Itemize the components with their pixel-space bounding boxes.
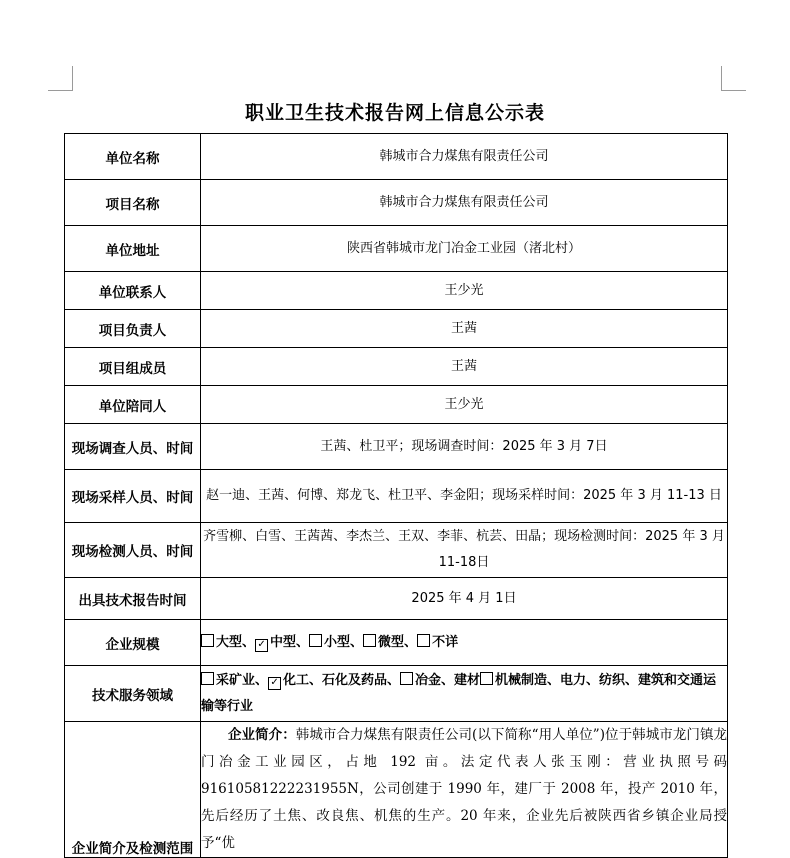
row-label: 项目组成员: [65, 348, 201, 386]
table-row: [65, 523, 728, 578]
table-row: [65, 386, 728, 424]
checkbox-icon[interactable]: [417, 634, 430, 647]
intro-lead: 企业简介：: [228, 727, 296, 743]
checkbox-icon[interactable]: [309, 634, 322, 647]
row-label: 出具技术报告时间: [65, 578, 201, 620]
row-value: 齐雪柳、白雪、王茜茜、李杰兰、王双、李菲、杭芸、田晶；现场检测时间：2025 年 3 月 11-18日: [201, 523, 728, 578]
table-row: [65, 272, 728, 310]
option-label: 采矿业、: [216, 672, 269, 688]
service-domain-label: 技术服务领域: [65, 666, 201, 722]
option-label: 机械制造、电力、纺织、建筑和交通运输等行业: [201, 672, 717, 714]
table-row: [65, 424, 728, 470]
row-value: 王茜、杜卫平；现场调查时间：2025 年 3 月 7日: [201, 424, 728, 470]
intro-label: 企业简介及检测范围: [65, 722, 201, 858]
option-label: 化工、石化及药品、: [283, 672, 401, 688]
checkbox-icon[interactable]: [480, 672, 493, 685]
scale-row: [65, 620, 728, 666]
intro-body: 韩城市合力煤焦有限责任公司(以下简称“用人单位”)位于韩城市龙门镇龙门冶金工业园区，占地 192 亩。法定代表人张玉刚：营业执照号码 91610581222231955N，公司创建于 1990 年，建厂于 2008 年，投产 2010 年，先后经历了土焦、改良焦、机焦的生产。20 年来，企业先后被陕西省乡镇企业局授予“优: [201, 727, 727, 851]
checkbox-icon[interactable]: [363, 634, 376, 647]
row-value: 韩城市合力煤焦有限责任公司: [201, 180, 728, 226]
option-label: 小型、: [324, 634, 364, 650]
row-label: 现场调查人员、时间: [65, 424, 201, 470]
page-title: 职业卫生技术报告网上信息公示表: [244, 102, 545, 124]
option-label: 大型、: [216, 634, 256, 650]
service-domain-options: [201, 666, 728, 722]
table-row: [65, 578, 728, 620]
table-row: [65, 180, 728, 226]
checkbox-icon[interactable]: [400, 672, 413, 685]
row-value: 王茜: [201, 310, 728, 348]
row-value: 王茜: [201, 348, 728, 386]
option-label: 不详: [432, 634, 459, 650]
row-value: 韩城市合力煤焦有限责任公司: [201, 134, 728, 180]
row-label: 单位名称: [65, 134, 201, 180]
table-row: [65, 134, 728, 180]
checked-checkbox-icon[interactable]: ✓: [255, 639, 268, 652]
row-label: 项目名称: [65, 180, 201, 226]
page-corner-mark-top-left: [48, 66, 73, 91]
row-label: 单位联系人: [65, 272, 201, 310]
checkbox-icon[interactable]: [201, 672, 214, 685]
checkbox-icon[interactable]: [201, 634, 214, 647]
scale-label: 企业规模: [65, 620, 201, 666]
table-row: [65, 310, 728, 348]
option-label: 微型、: [378, 634, 418, 650]
table-row: [65, 348, 728, 386]
option-label: 冶金、建材: [415, 672, 481, 688]
intro-row: [65, 722, 728, 858]
info-table: [64, 133, 728, 858]
row-label: 单位陪同人: [65, 386, 201, 424]
table-row: [65, 470, 728, 523]
checked-checkbox-icon[interactable]: ✓: [268, 677, 281, 690]
row-value: 王少光: [201, 272, 728, 310]
page-corner-mark-top-right: [721, 66, 746, 91]
intro-text: [201, 722, 728, 858]
row-label: 单位地址: [65, 226, 201, 272]
table-row: [65, 226, 728, 272]
row-value: 王少光: [201, 386, 728, 424]
option-label: 中型、: [270, 634, 310, 650]
service-domain-row: [65, 666, 728, 722]
row-value: 陕西省韩城市龙门冶金工业园（渚北村）: [201, 226, 728, 272]
row-value: 2025 年 4 月 1日: [201, 578, 728, 620]
row-value: 赵一迪、王茜、何博、郑龙飞、杜卫平、李金阳；现场采样时间：2025 年 3 月 11-13 日: [201, 470, 728, 523]
row-label: 现场采样人员、时间: [65, 470, 201, 523]
scale-options: [201, 620, 728, 666]
row-label: 项目负责人: [65, 310, 201, 348]
row-label: 现场检测人员、时间: [65, 523, 201, 578]
